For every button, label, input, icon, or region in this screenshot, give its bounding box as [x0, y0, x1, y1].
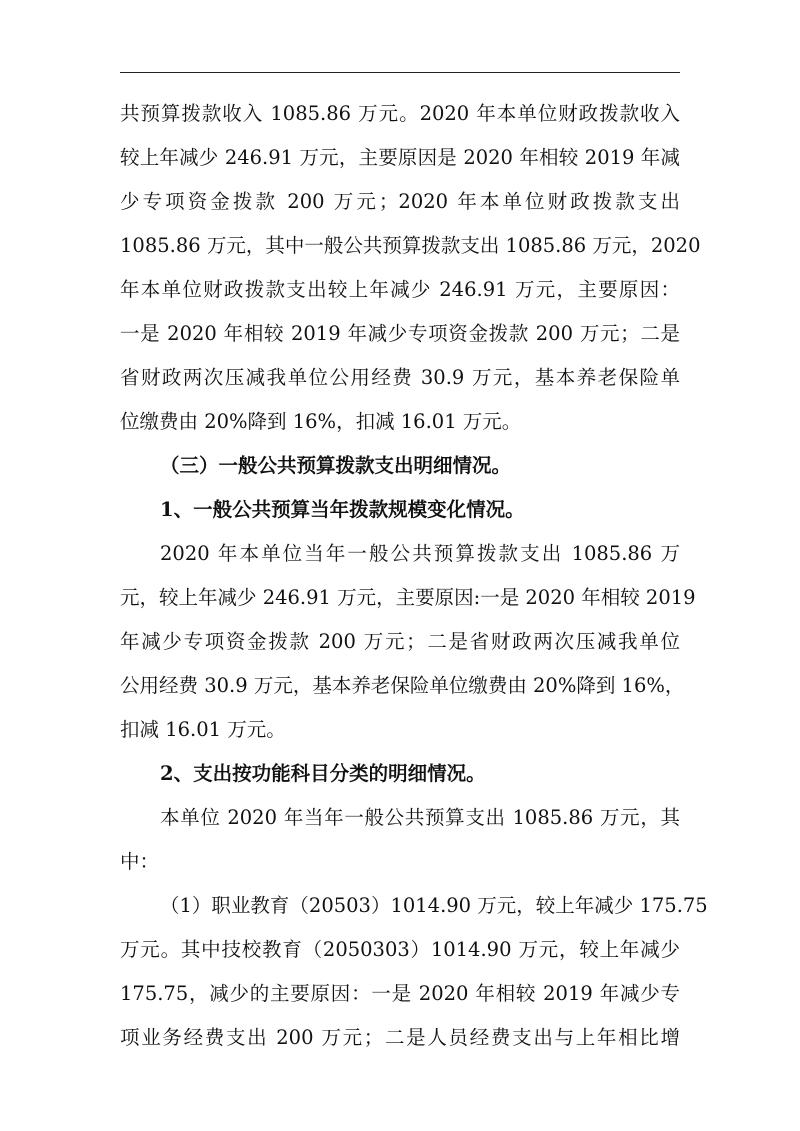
paragraph-line: 共预算拨款收入 1085.86 万元。2020 年本单位财政拨款收入	[120, 102, 680, 125]
paragraph-line: 1085.86 万元，其中一般公共预算拨款支出 1085.86 万元，2020	[120, 234, 701, 257]
paragraph-line: 2020 年本单位当年一般公共预算拨款支出 1085.86 万	[160, 542, 680, 565]
paragraph-line: 年本单位财政拨款支出较上年减少 246.91 万元，主要原因：	[120, 278, 680, 301]
section-heading: （三）一般公共预算拨款支出明细情况。	[160, 454, 512, 477]
subsection-heading: 1、一般公共预算当年拨款规模变化情况。	[160, 498, 525, 521]
paragraph-line: 少专项资金拨款 200 万元；2020 年本单位财政拨款支出	[120, 190, 680, 213]
paragraph-line: 位缴费由 20%降到 16%，扣减 16.01 万元。	[120, 410, 522, 433]
paragraph-line: （1）职业教育（20503）1014.90 万元，较上年减少 175.75	[160, 894, 708, 917]
paragraph-line: 公用经费 30.9 万元，基本养老保险单位缴费由 20%降到 16%，	[120, 674, 685, 697]
paragraph-line: 中：	[120, 850, 160, 873]
paragraph-line: 年减少专项资金拨款 200 万元；二是省财政两次压减我单位	[120, 630, 680, 653]
paragraph-line: 一是 2020 年相较 2019 年减少专项资金拨款 200 万元；二是	[120, 322, 680, 345]
paragraph-line: 扣减 16.01 万元。	[120, 718, 286, 741]
paragraph-line: 175.75，减少的主要原因：一是 2020 年相较 2019 年减少专	[120, 982, 680, 1005]
paragraph-line: 项业务经费支出 200 万元；二是人员经费支出与上年相比增	[120, 1026, 680, 1049]
paragraph-line: 较上年减少 246.91 万元，主要原因是 2020 年相较 2019 年减	[120, 146, 680, 169]
paragraph-line: 本单位 2020 年当年一般公共预算支出 1085.86 万元，其	[160, 806, 680, 829]
paragraph-line: 省财政两次压减我单位公用经费 30.9 万元，基本养老保险单	[120, 366, 680, 389]
subsection-heading: 2、支出按功能科目分类的明细情况。	[160, 762, 486, 785]
paragraph-line: 万元。其中技校教育（2050303）1014.90 万元，较上年减少	[120, 938, 680, 961]
paragraph-line: 元，较上年减少 246.91 万元，主要原因:一是 2020 年相较 2019	[120, 586, 696, 609]
header-rule	[120, 72, 680, 73]
